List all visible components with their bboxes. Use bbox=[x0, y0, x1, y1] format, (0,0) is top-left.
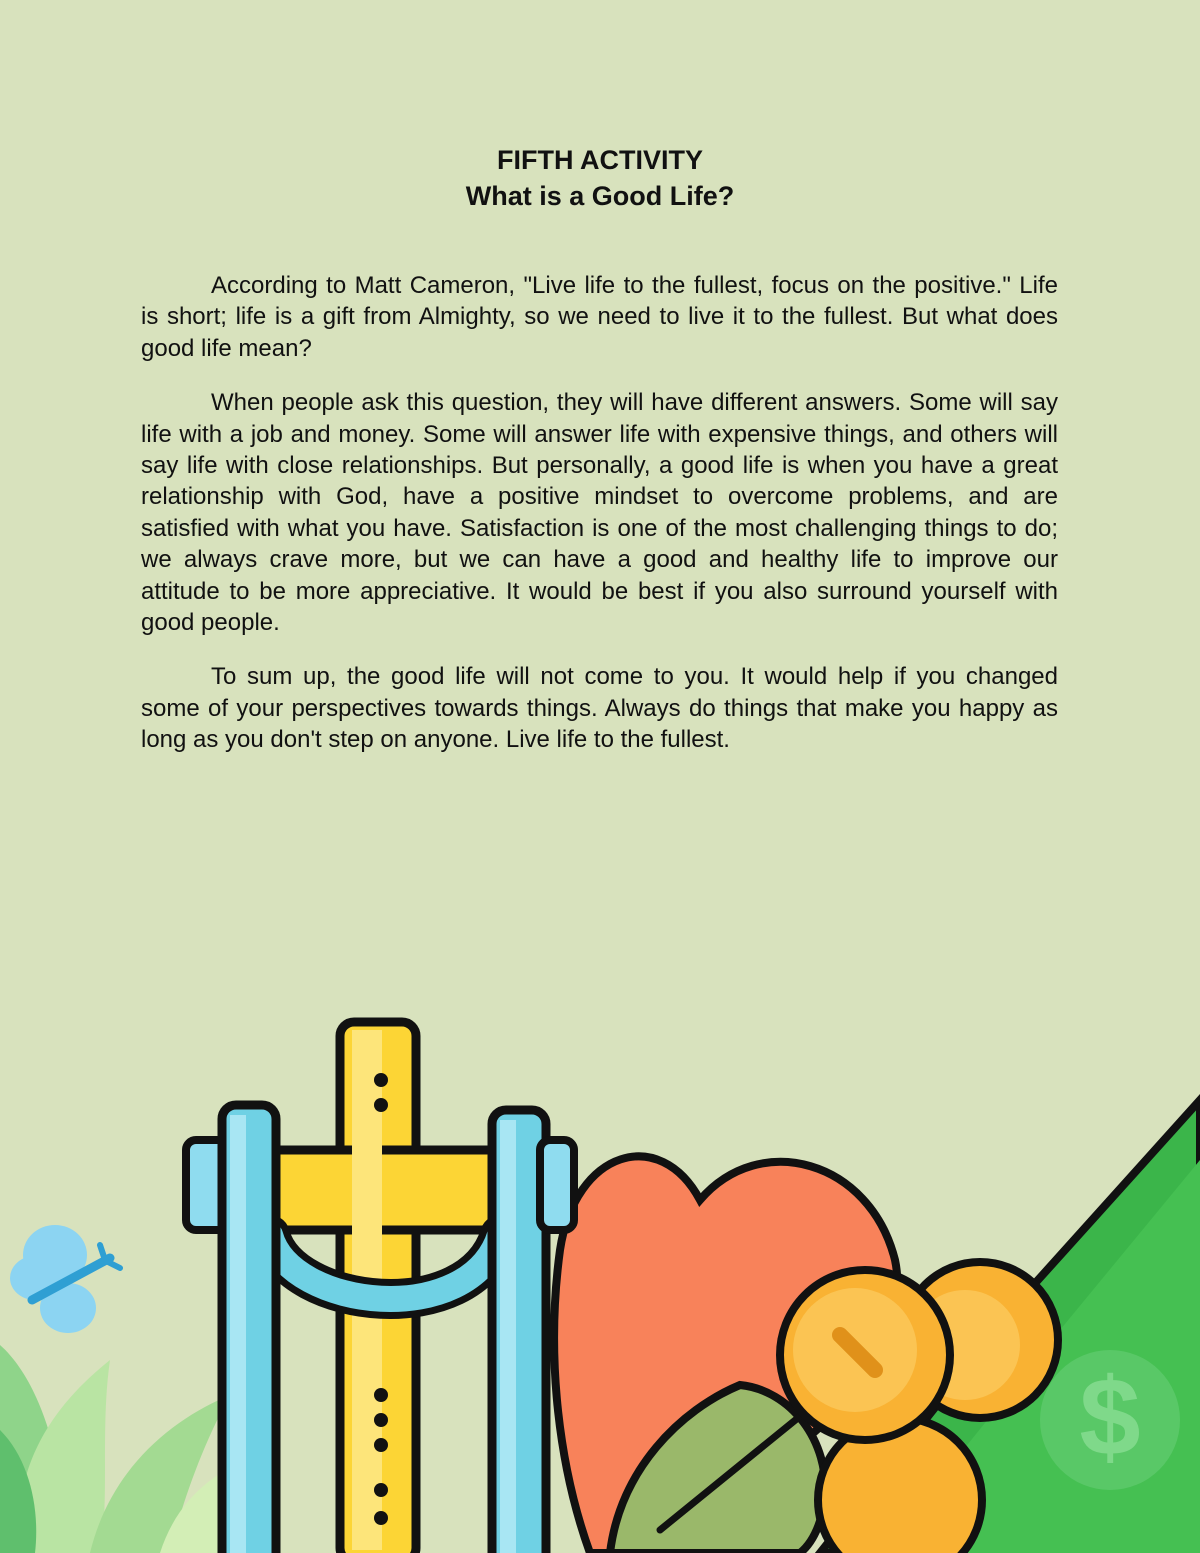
activity-title: FIFTH ACTIVITY bbox=[497, 145, 703, 175]
paragraph-intro: According to Matt Cameron, "Live life to the fullest, focus on the positive." Life is short; life is a gift from Almighty, so we need to live it to the fullest. But what does good life mean? bbox=[141, 272, 1058, 362]
paragraph-main: When people ask this question, they will have different answers. Some will say life with a job and money. Some will answer life with expensive things, and others will say life with close relationships. But personally, a good life is when you have a great relationship with God, have a positive mindset to overcome problems, and are satisfied with what you have. Satisfaction is one of the most challenging things to do; we always crave more, but we can have a good and healthy life to improve our attitude to be more appreciative. It would be best if you also surround yourself with good people. bbox=[141, 389, 1058, 637]
page-header bbox=[0, 142, 1200, 214]
essay-body bbox=[141, 270, 1058, 779]
dollar-sign: $ bbox=[1079, 1356, 1141, 1479]
butterfly-icon bbox=[10, 1225, 120, 1333]
activity-subtitle: What is a Good Life? bbox=[465, 181, 735, 211]
decorative-illustration bbox=[0, 1000, 1200, 1553]
paragraph-conclusion: To sum up, the good life will not come to you. It would help if you changed some of your perspectives towards things. Always do things that make you happy as long as you don't step on anyone. Live life to the fullest. bbox=[141, 663, 1058, 754]
